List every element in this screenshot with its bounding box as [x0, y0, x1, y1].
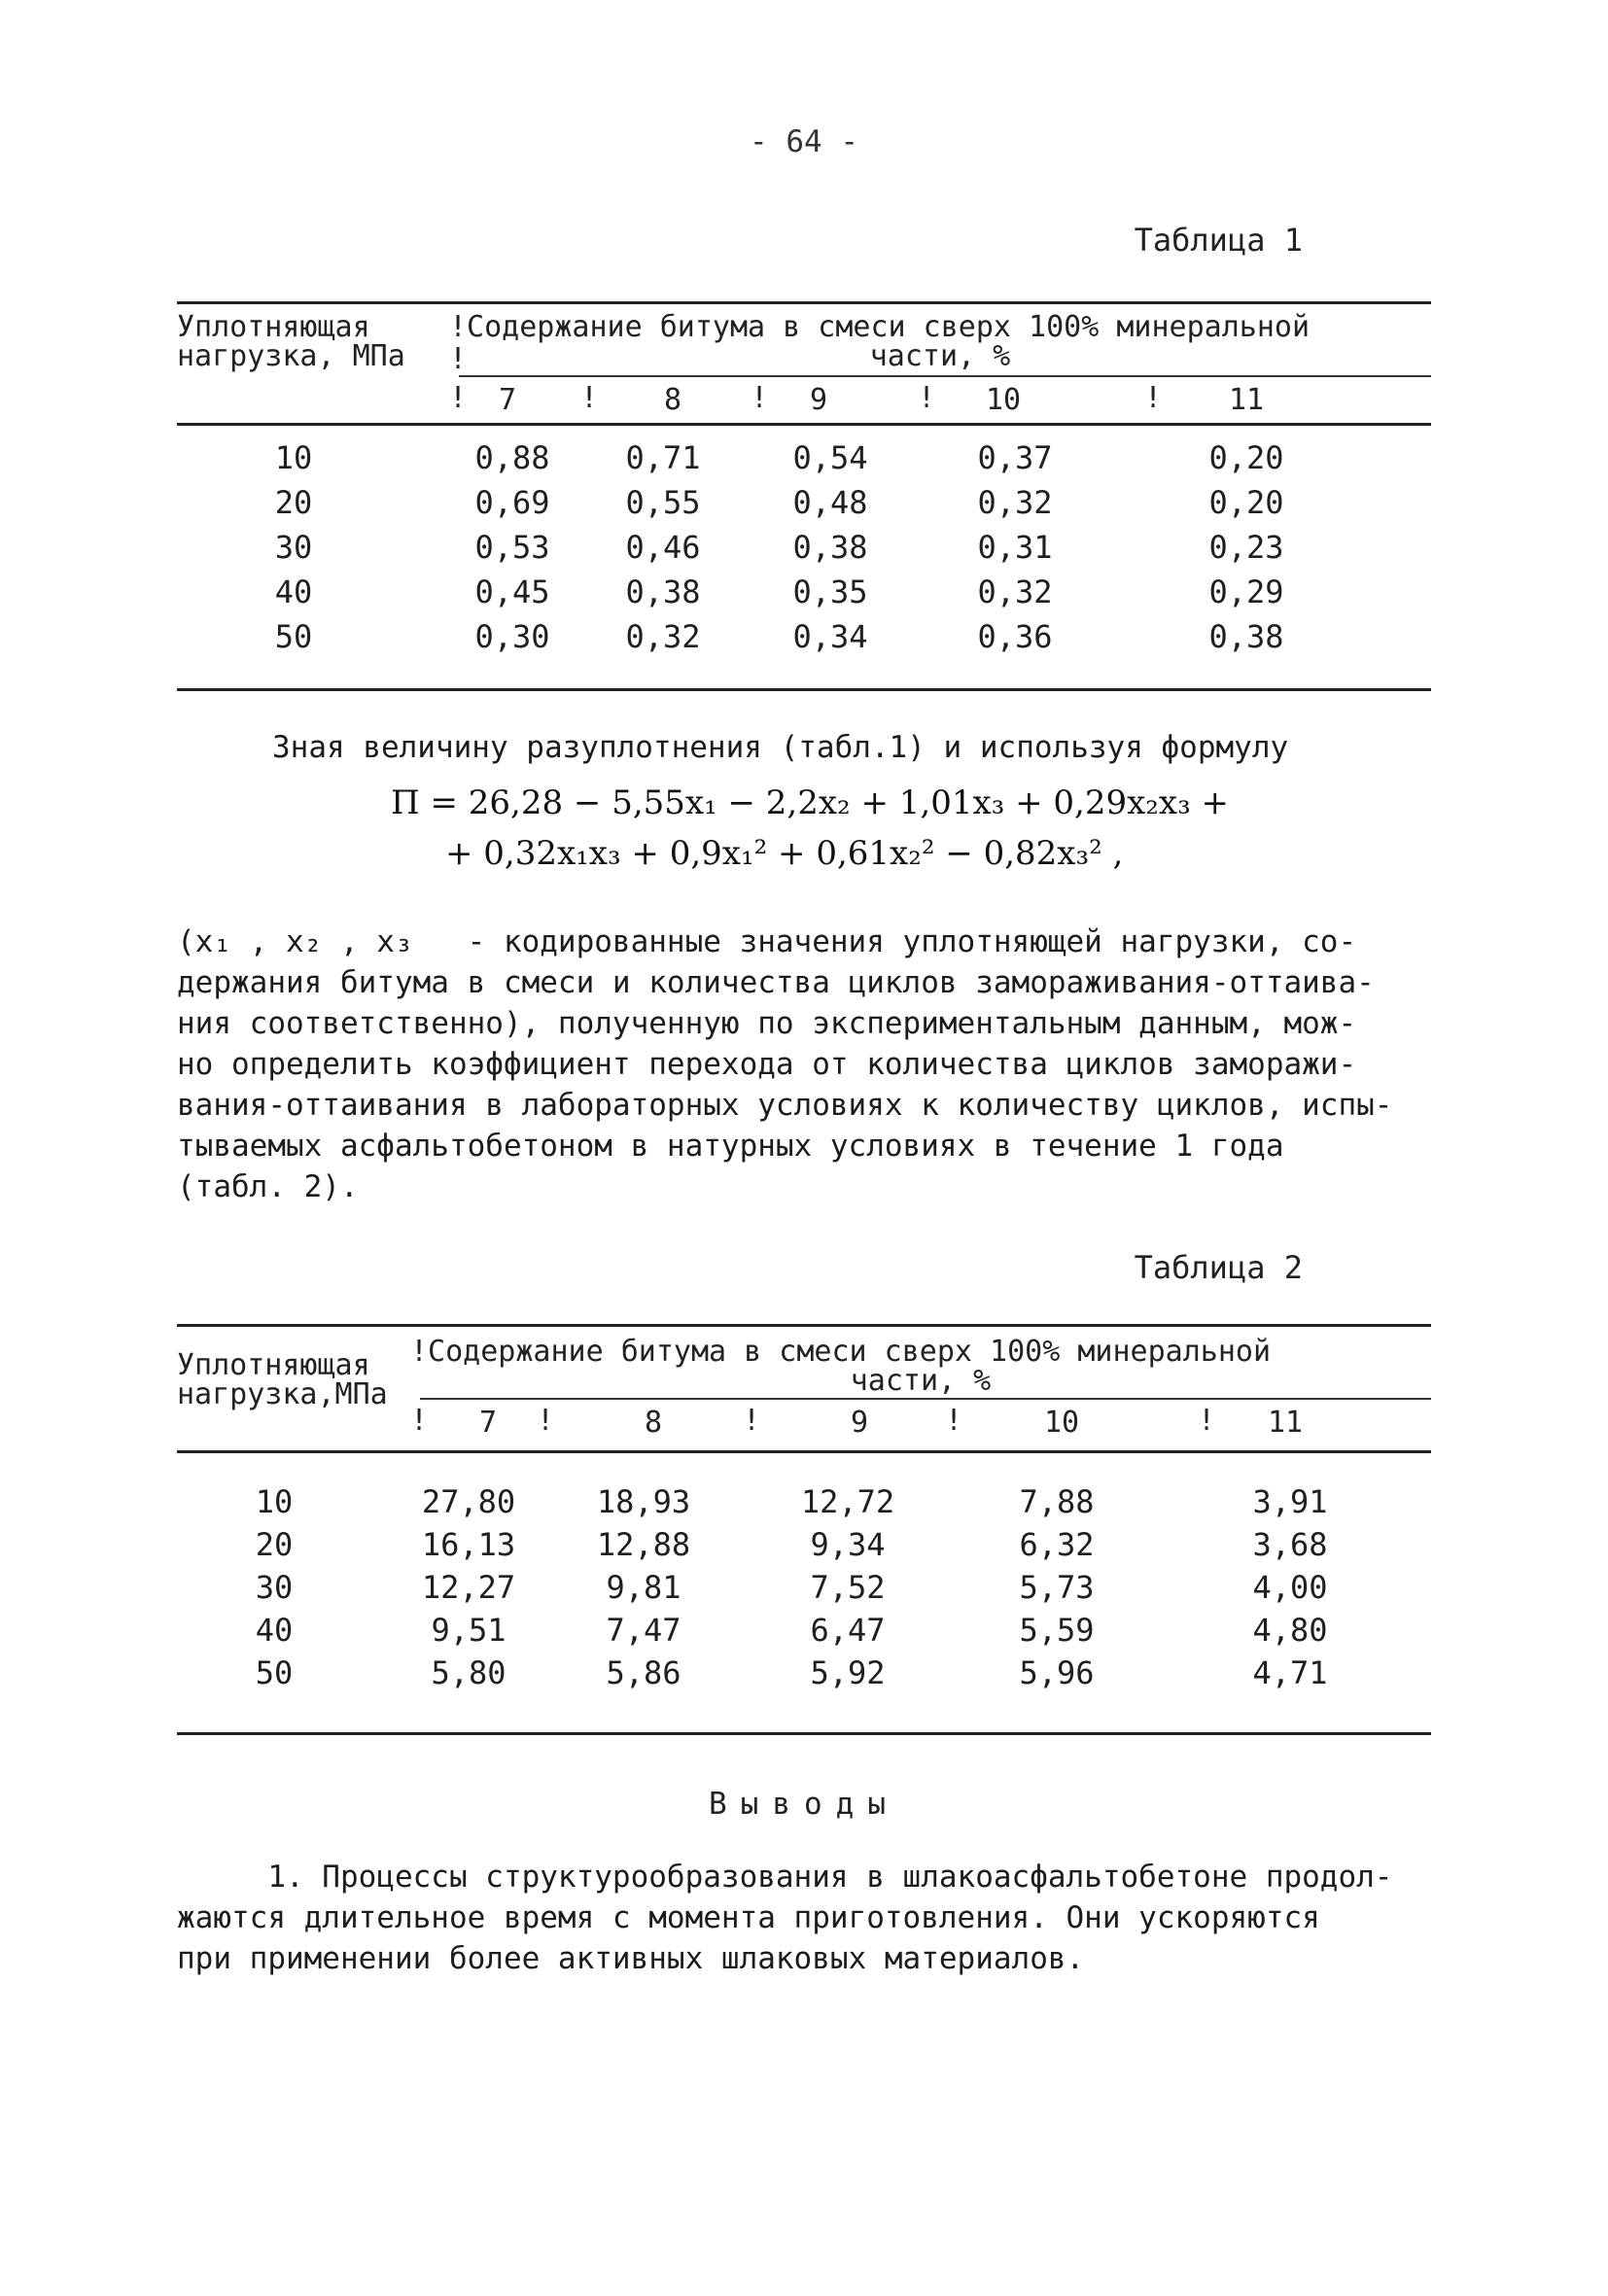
table1-cell: 0,71 [625, 439, 701, 476]
table1-separator-mark: ! [1144, 381, 1163, 415]
table2-column-header-line1: !Содержание битума в смеси сверх 100% минеральной [410, 1335, 1272, 1369]
table1-cell: 0,53 [474, 529, 550, 566]
table2-row-header [177, 1348, 388, 1411]
table1-col-7: 7 [498, 383, 517, 417]
table1 [177, 301, 1431, 695]
conclusion-line: жаются длительное время с момента приготовления. Они ускоряются [177, 1900, 1320, 1935]
table1-cell: 0,37 [977, 439, 1053, 476]
table2-cell: 6,47 [810, 1612, 886, 1649]
table2-load: 20 [255, 1526, 294, 1563]
table2-cell: 18,93 [596, 1483, 691, 1520]
table2-top-rule [177, 1324, 1431, 1327]
table2-cell: 5,92 [810, 1654, 886, 1691]
table2-separator-mark: ! [537, 1404, 555, 1438]
table1-cell: 0,36 [977, 618, 1053, 655]
table2-load: 10 [255, 1483, 294, 1520]
table2-cell: 7,88 [1019, 1483, 1095, 1520]
table2-cell: 9,34 [810, 1526, 886, 1563]
table2-cell: 5,73 [1019, 1569, 1095, 1606]
table1-header-rule [177, 423, 1431, 426]
table1-cell: 0,54 [792, 439, 868, 476]
table1-row-header-line1: Уплотняющая [177, 310, 370, 344]
table1-cell: 0,34 [792, 618, 868, 655]
table1-col-9: 9 [809, 383, 828, 417]
table1-bottom-rule [177, 688, 1431, 691]
table1-cell: 0,46 [625, 529, 701, 566]
table1-col-11: 11 [1228, 383, 1265, 417]
table1-cell: 0,23 [1208, 529, 1284, 566]
table1-cell: 0,35 [792, 574, 868, 610]
table2-cell: 6,32 [1019, 1526, 1095, 1563]
conclusions-paragraph [177, 1857, 1392, 1979]
intro-line: Зная величину разуплотнения (табл.1) и используя формулу [272, 730, 1289, 765]
table1-cell: 0,55 [625, 484, 701, 521]
table1-cell: 0,48 [792, 484, 868, 521]
table2-cell: 5,86 [606, 1654, 682, 1691]
table2-subheader-rule [420, 1398, 1431, 1400]
table1-cell: 0,32 [625, 618, 701, 655]
table2-separator-mark: ! [1198, 1404, 1216, 1438]
table2-column-header-line2: части, % [850, 1364, 992, 1398]
table2-cell: 9,81 [606, 1569, 682, 1606]
table2-separator-mark: ! [743, 1404, 761, 1438]
table1-cell: 0,38 [625, 574, 701, 610]
table1-cell: 0,38 [1208, 618, 1284, 655]
paragraph-line: тываемых асфальтобетоном в натурных условиях в течение 1 года [177, 1129, 1284, 1164]
table2-cell: 16,13 [421, 1526, 516, 1563]
table2-col-10: 10 [1043, 1406, 1080, 1440]
paragraph-line: (x₁ , x₂ , x₃ - кодированные значения уплотняющей нагрузки, со- [177, 924, 1357, 959]
table1-top-rule [177, 301, 1431, 304]
table2-cell: 12,27 [421, 1569, 516, 1606]
table1-separator-mark: ! [751, 381, 769, 415]
table1-load: 50 [274, 618, 313, 655]
table2-row-header-line1: Уплотняющая [177, 1348, 370, 1382]
table2-col-9: 9 [850, 1406, 869, 1440]
formula-line2: + 0,32x₁x₃ + 0,9x₁² + 0,61x₂² − 0,82x₃² , [445, 834, 1124, 873]
table2-cell: 27,80 [421, 1483, 516, 1520]
table2-column-header [410, 1335, 1431, 1398]
table2-cell: 7,47 [606, 1612, 682, 1649]
table2-cell: 12,72 [800, 1483, 895, 1520]
table1-subheader-rule [459, 375, 1431, 377]
table1-separator-mark: ! [449, 342, 468, 376]
table2-separator-mark: ! [945, 1404, 963, 1438]
table2-separator-mark: ! [410, 1404, 429, 1438]
table1-cell: 0,88 [474, 439, 550, 476]
table1-load: 20 [274, 484, 313, 521]
table2-cell: 7,52 [810, 1569, 886, 1606]
conclusion-line: при применении более активных шлаковых материалов. [177, 1941, 1085, 1976]
table2-cell: 5,96 [1019, 1654, 1095, 1691]
conclusions-heading: Выводы [709, 1787, 899, 1822]
paragraph-line: но определить коэффициент перехода от количества циклов заморажи- [177, 1047, 1357, 1082]
table1-separator-mark: ! [449, 381, 468, 415]
table2-load: 40 [255, 1612, 294, 1649]
table2-cell: 3,68 [1252, 1526, 1328, 1563]
paragraph-line: вания-оттаивания в лабораторных условиях к количеству циклов, испы- [177, 1088, 1393, 1123]
table1-cell: 0,45 [474, 574, 550, 610]
table2-cell: 12,88 [596, 1526, 691, 1563]
table1-cell: 0,20 [1208, 439, 1284, 476]
table2 [177, 1324, 1431, 1742]
table2-col-7: 7 [478, 1406, 498, 1440]
table1-cell: 0,32 [977, 484, 1053, 521]
table1-column-header-line2: части, % [869, 339, 1011, 373]
table1-load: 10 [274, 439, 313, 476]
table2-caption: Таблица 2 [1134, 1249, 1303, 1286]
table1-cell: 0,31 [977, 529, 1053, 566]
table1-cell: 0,30 [474, 618, 550, 655]
paragraph-line: (табл. 2). [177, 1169, 359, 1204]
table2-cell: 9,51 [431, 1612, 507, 1649]
table2-row-header-line2: нагрузка,МПа [177, 1377, 388, 1411]
table2-col-11: 11 [1267, 1406, 1304, 1440]
formula-line1: П = 26,28 − 5,55x₁ − 2,2x₂ + 1,01x₃ + 0,29x₂x₃ + [391, 783, 1230, 822]
table1-row-header [177, 310, 405, 373]
table2-load: 30 [255, 1569, 294, 1606]
table1-cell: 0,20 [1208, 484, 1284, 521]
table2-bottom-rule [177, 1732, 1431, 1735]
table1-cell: 0,69 [474, 484, 550, 521]
table2-cell: 5,80 [431, 1654, 507, 1691]
table1-row-header-line2: нагрузка, МПа [177, 339, 405, 373]
table1-separator-mark: ! [918, 381, 936, 415]
conclusion-line: 1. Процессы структурообразования в шлакоасфальтобетоне продол- [177, 1860, 1393, 1895]
table2-col-8: 8 [644, 1406, 663, 1440]
table1-load: 30 [274, 529, 313, 566]
table2-cell: 4,00 [1252, 1569, 1328, 1606]
body-paragraph [177, 922, 1392, 1207]
table1-col-8: 8 [663, 383, 682, 417]
table2-header-rule [177, 1450, 1431, 1453]
table1-cell: 0,32 [977, 574, 1053, 610]
table2-cell: 4,71 [1252, 1654, 1328, 1691]
table1-load: 40 [274, 574, 313, 610]
table1-column-header-line1: !Содержание битума в смеси сверх 100% минеральной [449, 310, 1311, 344]
table2-cell: 4,80 [1252, 1612, 1328, 1649]
table1-caption: Таблица 1 [1134, 222, 1303, 259]
table1-cell: 0,29 [1208, 574, 1284, 610]
table2-load: 50 [255, 1654, 294, 1691]
table2-cell: 3,91 [1252, 1483, 1328, 1520]
table1-column-header [449, 310, 1431, 373]
paragraph-line: держания битума в смеси и количества циклов замораживания-оттаива- [177, 965, 1375, 1000]
table2-cell: 5,59 [1019, 1612, 1095, 1649]
table1-col-10: 10 [985, 383, 1022, 417]
page-number: - 64 - [750, 124, 858, 159]
table1-separator-mark: ! [580, 381, 599, 415]
paragraph-line: ния соответственно), полученную по экспериментальным данным, мож- [177, 1006, 1357, 1041]
table1-cell: 0,38 [792, 529, 868, 566]
